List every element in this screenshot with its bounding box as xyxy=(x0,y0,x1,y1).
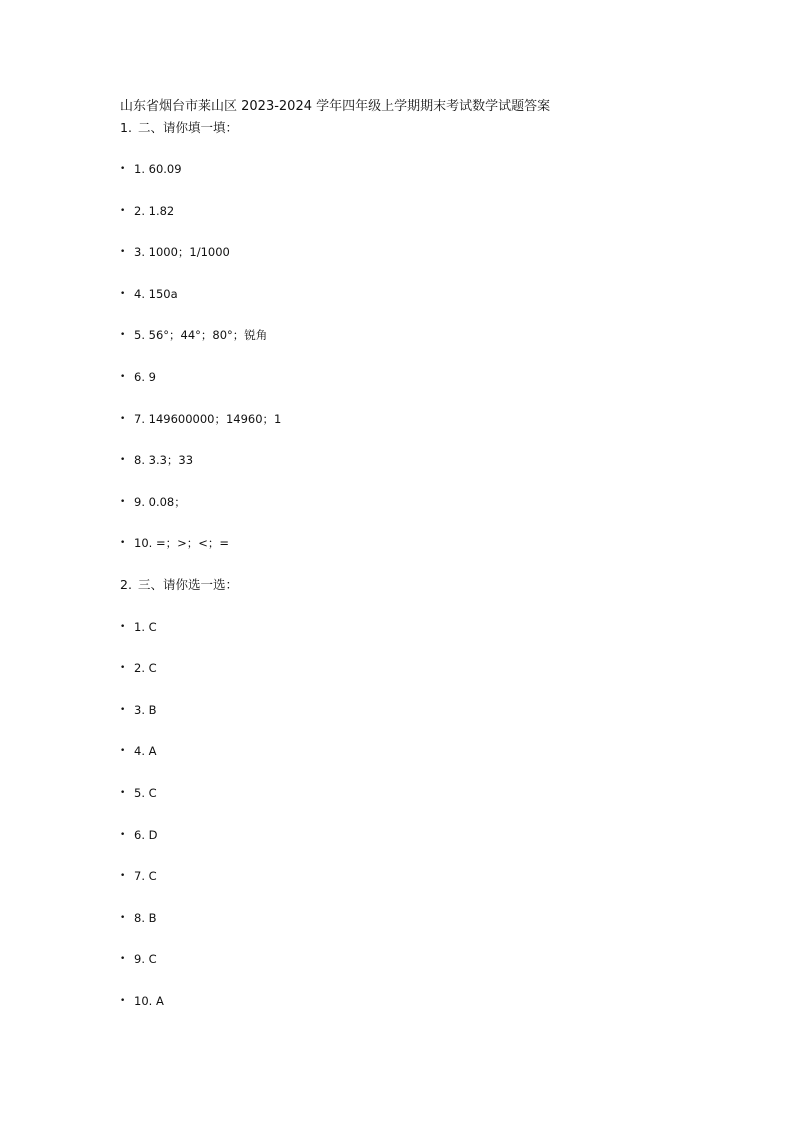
bullet-icon: • xyxy=(120,622,126,632)
answer-text: 7. 149600000；14960；1 xyxy=(134,412,282,426)
list-item xyxy=(120,825,157,845)
answer-text: 3. 1000；1/1000 xyxy=(134,245,230,259)
answer-text: 7. C xyxy=(134,869,157,883)
answer-text: 9. 0.08； xyxy=(134,495,186,509)
list-item xyxy=(120,367,156,387)
list-item xyxy=(120,658,157,678)
section-title: 三、请你选一选： xyxy=(138,577,239,592)
bullet-icon: • xyxy=(120,497,126,507)
bullet-icon: • xyxy=(120,164,126,174)
bullet-icon: • xyxy=(120,538,126,548)
list-item xyxy=(120,866,157,886)
bullet-icon: • xyxy=(120,830,126,840)
section-title: 二、请你填一填： xyxy=(138,120,239,135)
answer-text: 1. C xyxy=(134,620,157,634)
bullet-icon: • xyxy=(120,788,126,798)
list-item xyxy=(120,783,157,803)
list-item xyxy=(120,908,157,928)
answer-text: 8. 3.3；33 xyxy=(134,453,194,467)
list-item xyxy=(120,492,186,512)
answer-text: 5. C xyxy=(134,786,157,800)
bullet-icon: • xyxy=(120,663,126,673)
list-item xyxy=(120,450,193,470)
document-title: 山东省烟台市莱山区 2023-2024 学年四年级上学期期末考试数学试题答案 xyxy=(120,99,551,114)
bullet-icon: • xyxy=(120,330,126,340)
list-item xyxy=(120,242,230,262)
bullet-icon: • xyxy=(120,913,126,923)
bullet-icon: • xyxy=(120,289,126,299)
answer-text: 2. C xyxy=(134,661,157,675)
section-heading-fill-in xyxy=(120,118,238,138)
answer-text: 6. D xyxy=(134,828,158,842)
list-item xyxy=(120,409,281,429)
list-item xyxy=(120,201,174,221)
answer-text: 3. B xyxy=(134,703,157,717)
list-item xyxy=(120,159,182,179)
answer-text: 4. A xyxy=(134,744,157,758)
bullet-icon: • xyxy=(120,247,126,257)
section-number: 2. xyxy=(120,577,132,592)
bullet-icon: • xyxy=(120,954,126,964)
section-heading-choose xyxy=(120,575,238,595)
answer-text: 8. B xyxy=(134,911,157,925)
bullet-icon: • xyxy=(120,705,126,715)
list-item xyxy=(120,325,267,345)
answer-text: 1. 60.09 xyxy=(134,162,182,176)
answer-text: 2. 1.82 xyxy=(134,204,175,218)
bullet-icon: • xyxy=(120,746,126,756)
bullet-icon: • xyxy=(120,414,126,424)
answer-text: 10. A xyxy=(134,994,164,1008)
bullet-icon: • xyxy=(120,871,126,881)
list-item xyxy=(120,741,157,761)
answer-text: 4. 150a xyxy=(134,287,178,301)
list-item xyxy=(120,991,164,1011)
list-item xyxy=(120,617,157,637)
bullet-icon: • xyxy=(120,206,126,216)
bullet-icon: • xyxy=(120,996,126,1006)
list-item xyxy=(120,284,178,304)
answer-text: 5. 56°；44°；80°；锐角 xyxy=(134,328,268,342)
bullet-icon: • xyxy=(120,455,126,465)
list-item xyxy=(120,533,229,553)
bullet-icon: • xyxy=(120,372,126,382)
answer-text: 6. 9 xyxy=(134,370,156,384)
list-item xyxy=(120,700,157,720)
answer-text: 9. C xyxy=(134,952,157,966)
section-number: 1. xyxy=(120,120,132,135)
list-item xyxy=(120,949,157,969)
answer-text: 10. =；>；<；= xyxy=(134,536,229,550)
